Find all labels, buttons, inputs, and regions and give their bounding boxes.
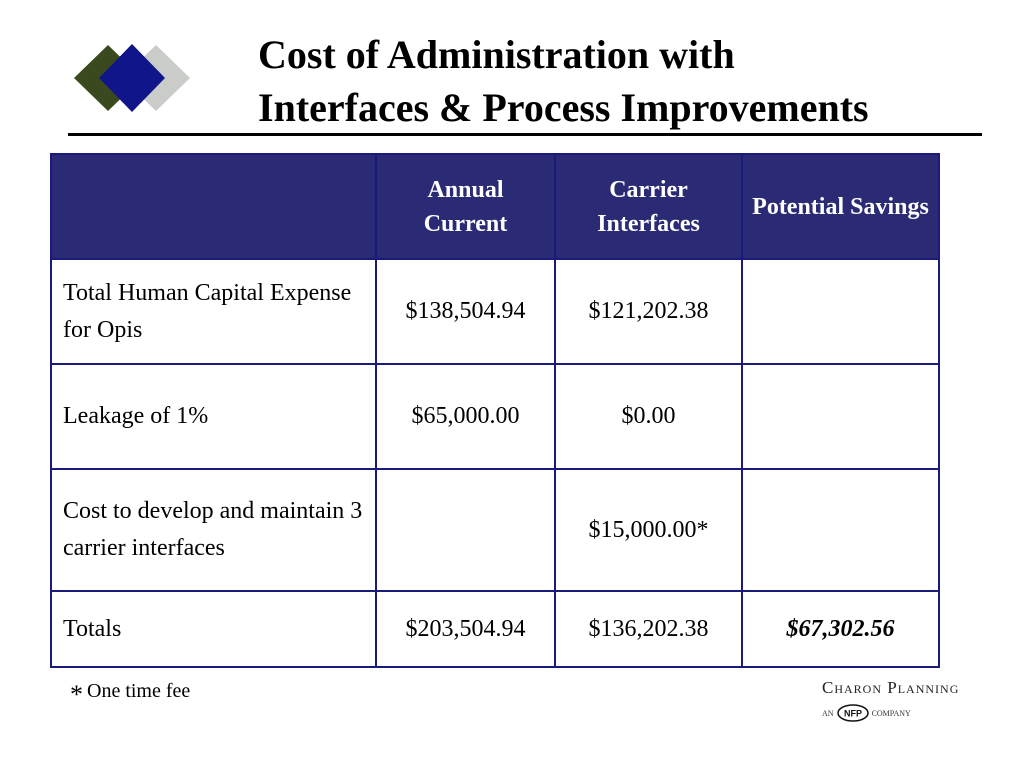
company-tagline — [822, 704, 972, 722]
header-empty — [51, 154, 376, 259]
company-name: Charon Planning — [822, 678, 960, 697]
row-label: Leakage of 1% — [51, 364, 376, 469]
company-suffix: COMPANY — [871, 708, 911, 718]
totals-row — [51, 591, 939, 667]
carrier-interfaces-cell: $0.00 — [555, 364, 742, 469]
footnote-text: One time fee — [87, 680, 191, 702]
annual-current-cell — [376, 469, 555, 591]
footnote — [70, 680, 190, 710]
row-label: Totals — [51, 591, 376, 667]
potential-savings-cell — [742, 364, 939, 469]
table-row — [51, 364, 939, 469]
header-potential-savings: Potential Savings — [742, 154, 939, 259]
potential-savings-cell — [742, 259, 939, 364]
row-label: Total Human Capital Expense for Opis — [51, 259, 376, 364]
carrier-interfaces-cell: $15,000.00* — [555, 469, 742, 591]
header-carrier-interfaces: Carrier Interfaces — [555, 154, 742, 259]
title-divider — [68, 133, 982, 136]
annual-current-cell: $203,504.94 — [376, 591, 555, 667]
table-header-row — [51, 154, 939, 259]
carrier-interfaces-cell: $136,202.38 — [555, 591, 742, 667]
cost-table — [50, 153, 940, 668]
company-prefix: AN — [822, 708, 834, 718]
carrier-interfaces-cell: $121,202.38 — [555, 259, 742, 364]
row-label: Cost to develop and maintain 3 carrier interfaces — [51, 469, 376, 591]
table-row — [51, 469, 939, 591]
slide-title-line-1: Cost of Administration with — [258, 32, 735, 77]
header-annual-current: Annual Current — [376, 154, 555, 259]
slide-title-line-2: Interfaces & Process Improvements — [258, 85, 869, 130]
table-row — [51, 259, 939, 364]
annual-current-cell: $138,504.94 — [376, 259, 555, 364]
nfp-logo-icon — [837, 704, 869, 722]
footnote-marker: * — [70, 680, 83, 709]
annual-current-cell: $65,000.00 — [376, 364, 555, 469]
nfp-mark: NFP — [843, 708, 862, 719]
potential-savings-total: $67,302.56 — [742, 591, 939, 667]
company-logo — [822, 678, 972, 728]
diamond-logo-icon — [70, 38, 240, 118]
potential-savings-cell — [742, 469, 939, 591]
slide-title — [258, 28, 998, 134]
